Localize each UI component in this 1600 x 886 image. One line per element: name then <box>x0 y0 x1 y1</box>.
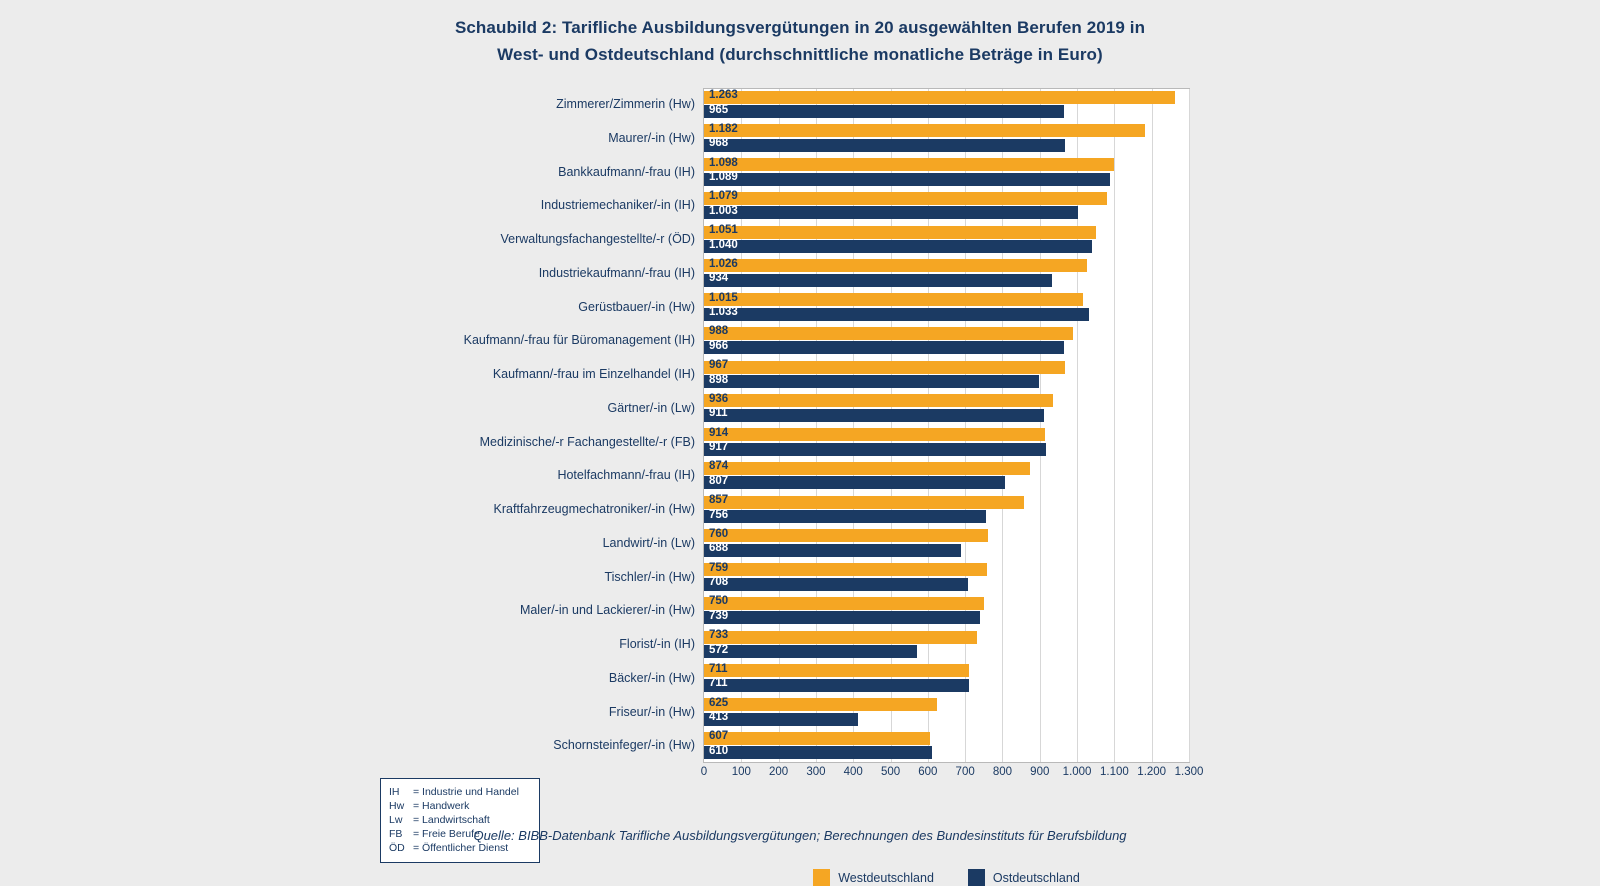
bar-value-west: 936 <box>709 392 729 405</box>
category-label: Kaufmann/-frau im Einzelhandel (IH) <box>492 367 695 381</box>
category-label: Maler/-in und Lackierer/-in (Hw) <box>519 603 695 618</box>
series-legend <box>703 869 1190 886</box>
bar-value-ost: 917 <box>709 441 729 453</box>
bar-ost <box>704 746 932 759</box>
bar-west <box>704 732 930 745</box>
x-tick-label: 600 <box>918 766 938 778</box>
category-label: Gärtner/-in (Lw) <box>607 400 695 415</box>
chart-row <box>0 426 1600 460</box>
bar-west <box>704 529 988 542</box>
bar-group <box>704 189 1190 223</box>
bar-value-west: 988 <box>709 325 729 338</box>
bar-value-ost: 610 <box>709 744 729 757</box>
bar-ost <box>704 308 1089 321</box>
bar-west <box>704 158 1114 171</box>
bar-group <box>704 122 1190 156</box>
bar-ost <box>704 173 1110 186</box>
bar-group <box>704 223 1190 257</box>
category-label: Verwaltungsfachangestellte/-r (ÖD) <box>500 232 695 246</box>
abbreviation-text: = Freie Berufe <box>413 828 480 840</box>
bar-west <box>704 462 1030 475</box>
chart-row <box>0 696 1600 730</box>
abbreviation-text: = Öffentlicher Dienst <box>413 842 509 854</box>
bar-value-ost: 965 <box>709 103 729 116</box>
bar-west <box>704 226 1096 239</box>
bar-value-ost: 756 <box>709 508 729 521</box>
bar-value-ost: 688 <box>709 542 729 555</box>
bar-group <box>704 392 1190 426</box>
title-line-2: West- und Ostdeutschland (durchschnittliche monatliche Beträge in Euro) <box>497 45 1103 64</box>
bar-value-ost: 934 <box>709 272 729 285</box>
x-tick-label: 1.100 <box>1099 766 1129 778</box>
category-label: Medizinische/-r Fachangestellte/-r (FB) <box>479 434 695 449</box>
bar-ost <box>704 578 968 591</box>
chart-row <box>0 527 1600 561</box>
category-label: Zimmerer/Zimmerin (Hw) <box>556 97 695 111</box>
bar-ost <box>704 443 1046 456</box>
bar-west <box>704 664 969 677</box>
bar-value-west: 625 <box>709 696 729 709</box>
bar-value-west: 750 <box>709 595 729 608</box>
bar-value-west: 759 <box>709 561 729 574</box>
x-tick-label: 300 <box>806 766 826 778</box>
bar-group <box>704 459 1190 493</box>
chart-row <box>0 594 1600 628</box>
bar-west <box>704 91 1175 104</box>
bar-west <box>704 631 977 644</box>
chart-row <box>0 358 1600 392</box>
bar-ost <box>704 341 1064 354</box>
bar-group <box>704 729 1190 763</box>
category-label: Tischler/-in (Hw) <box>604 569 695 584</box>
bar-west <box>704 394 1053 407</box>
bar-value-west: 1.079 <box>709 190 738 203</box>
x-tick-label: 900 <box>1030 766 1050 778</box>
abbreviation-text: = Handwerk <box>413 800 470 812</box>
abbreviation-row <box>389 841 531 855</box>
bar-west <box>704 563 987 576</box>
x-tick-label: 1.300 <box>1174 766 1204 778</box>
bar-value-ost: 966 <box>709 339 729 352</box>
bar-west <box>704 192 1107 205</box>
legend-item[interactable] <box>813 869 934 886</box>
source-note: Quelle: BIBB-Datenbank Tarifliche Ausbildungsvergütungen; Berechnungen des Bundesinstituts für Berufsbildung <box>473 828 1127 843</box>
bar-group <box>704 628 1190 662</box>
title-line-1: Schaubild 2: Tarifliche Ausbildungsvergütungen in 20 ausgewählten Berufen 2019 in <box>454 18 1146 37</box>
abbreviation-key: Hw <box>389 800 405 812</box>
category-label: Bankkaufmann/-frau (IH) <box>558 164 695 179</box>
category-label: Florist/-in (IH) <box>619 637 695 651</box>
bar-group <box>704 527 1190 561</box>
category-label: Landwirt/-in (Lw) <box>602 535 695 550</box>
bar-ost <box>704 645 917 658</box>
category-label: Friseur/-in (Hw) <box>608 704 695 719</box>
x-tick-label: 1.200 <box>1137 766 1167 778</box>
bar-ost <box>704 611 980 624</box>
bar-group <box>704 88 1190 122</box>
abbreviation-text: = Industrie und Handel <box>413 786 519 798</box>
bar-west <box>704 361 1065 374</box>
bar-value-ost: 898 <box>709 373 729 386</box>
bar-value-west: 607 <box>709 730 729 743</box>
chart-row <box>0 392 1600 426</box>
bar-value-ost: 572 <box>709 643 729 656</box>
bar-ost <box>704 679 969 692</box>
category-label: Kraftfahrzeugmechatroniker/-in (Hw) <box>493 502 695 516</box>
bar-ost <box>704 206 1078 219</box>
bar-group <box>704 696 1190 730</box>
chart-row <box>0 189 1600 223</box>
x-tick-label: 800 <box>992 766 1013 778</box>
chart-row <box>0 493 1600 527</box>
legend-swatch-ost <box>968 869 985 886</box>
x-tick-label: 200 <box>769 766 789 778</box>
abbreviation-row <box>389 785 531 799</box>
abbreviation-legend <box>380 778 540 863</box>
x-tick-label: 700 <box>955 766 975 778</box>
bar-ost <box>704 409 1044 422</box>
bar-ost <box>704 510 986 523</box>
bar-group <box>704 493 1190 527</box>
x-tick-label: 1.000 <box>1062 766 1092 778</box>
bar-group <box>704 594 1190 628</box>
bar-west <box>704 327 1073 340</box>
bar-group <box>704 662 1190 696</box>
legend-item[interactable] <box>968 869 1080 886</box>
bar-west <box>704 124 1145 137</box>
legend-swatch-west <box>813 869 830 886</box>
chart-row <box>0 459 1600 493</box>
bar-value-west: 857 <box>709 494 729 506</box>
category-label: Industriekaufmann/-frau (IH) <box>538 265 695 280</box>
bar-value-west: 711 <box>709 662 728 675</box>
bar-west <box>704 496 1024 509</box>
bar-value-west: 874 <box>709 460 729 473</box>
abbreviation-key: ÖD <box>389 842 405 854</box>
bar-west <box>704 259 1087 272</box>
bar-value-west: 967 <box>709 359 729 371</box>
bar-ost <box>704 274 1052 287</box>
category-label: Hotelfachmann/-frau (IH) <box>557 468 695 483</box>
legend-label: Westdeutschland <box>838 870 934 885</box>
bar-value-west: 1.098 <box>709 156 738 169</box>
chart-row <box>0 324 1600 358</box>
bar-ost <box>704 375 1039 388</box>
bar-group <box>704 291 1190 325</box>
bar-value-west: 1.026 <box>709 257 738 270</box>
bar-group <box>704 358 1190 392</box>
category-label: Maurer/-in (Hw) <box>608 130 695 145</box>
abbreviation-text: = Landwirtschaft <box>413 814 490 826</box>
chart-row <box>0 257 1600 291</box>
x-tick-label: 100 <box>731 766 751 778</box>
chart-row <box>0 561 1600 595</box>
category-label: Industriemechaniker/-in (IH) <box>540 198 695 213</box>
bar-value-west: 1.182 <box>709 122 738 135</box>
bar-value-ost: 1.040 <box>709 238 738 251</box>
abbreviation-key: FB <box>389 828 403 840</box>
bar-group <box>704 561 1190 595</box>
chart-row <box>0 223 1600 257</box>
bar-west <box>704 293 1083 306</box>
bar-rows <box>0 88 1600 763</box>
abbreviation-key: Lw <box>389 814 403 826</box>
category-label: Kaufmann/-frau für Büromanagement (IH) <box>463 333 695 348</box>
bar-value-ost: 1.089 <box>709 171 738 183</box>
bar-group <box>704 426 1190 460</box>
x-tick-label: 400 <box>843 766 863 778</box>
chart-row <box>0 122 1600 156</box>
bar-value-west: 1.051 <box>709 224 738 236</box>
bar-west <box>704 428 1045 441</box>
x-tick-label: 500 <box>880 766 901 778</box>
bar-value-ost: 807 <box>709 474 729 487</box>
legend-label: Ostdeutschland <box>992 870 1080 885</box>
bar-value-ost: 968 <box>709 137 729 150</box>
bar-ost <box>704 105 1064 118</box>
bar-value-west: 733 <box>709 629 729 641</box>
chart-row <box>0 662 1600 696</box>
bar-value-west: 1.263 <box>709 89 738 101</box>
bar-group <box>704 156 1190 190</box>
bar-value-ost: 413 <box>709 711 729 723</box>
bar-ost <box>704 240 1092 253</box>
bar-ost <box>704 544 961 557</box>
category-label: Schornsteinfeger/-in (Hw) <box>553 738 695 753</box>
bar-west <box>704 597 984 610</box>
bar-group <box>704 257 1190 291</box>
chart-row <box>0 88 1600 122</box>
bar-value-ost: 711 <box>709 677 728 690</box>
abbreviation-row <box>389 813 531 827</box>
bar-value-ost: 911 <box>709 407 728 420</box>
bar-value-ost: 1.033 <box>709 306 738 318</box>
abbreviation-row <box>389 799 531 813</box>
bar-value-west: 914 <box>709 426 729 439</box>
bar-value-ost: 739 <box>709 609 729 622</box>
category-label: Gerüstbauer/-in (Hw) <box>578 299 695 314</box>
x-tick-label: 0 <box>700 766 708 778</box>
bar-value-west: 1.015 <box>709 291 738 304</box>
page-title <box>0 14 1600 68</box>
bar-west <box>704 698 937 711</box>
bar-value-ost: 708 <box>709 576 729 588</box>
bar-group <box>704 324 1190 358</box>
chart-row <box>0 156 1600 190</box>
abbreviation-key: IH <box>389 786 400 798</box>
chart-row <box>0 628 1600 662</box>
bar-value-west: 760 <box>709 527 729 540</box>
x-axis <box>700 763 1204 785</box>
chart-row <box>0 729 1600 763</box>
chart-row <box>0 291 1600 325</box>
bar-value-ost: 1.003 <box>709 204 738 217</box>
bar-ost <box>704 139 1065 152</box>
bar-ost <box>704 476 1005 489</box>
category-label: Bäcker/-in (Hw) <box>608 670 695 685</box>
